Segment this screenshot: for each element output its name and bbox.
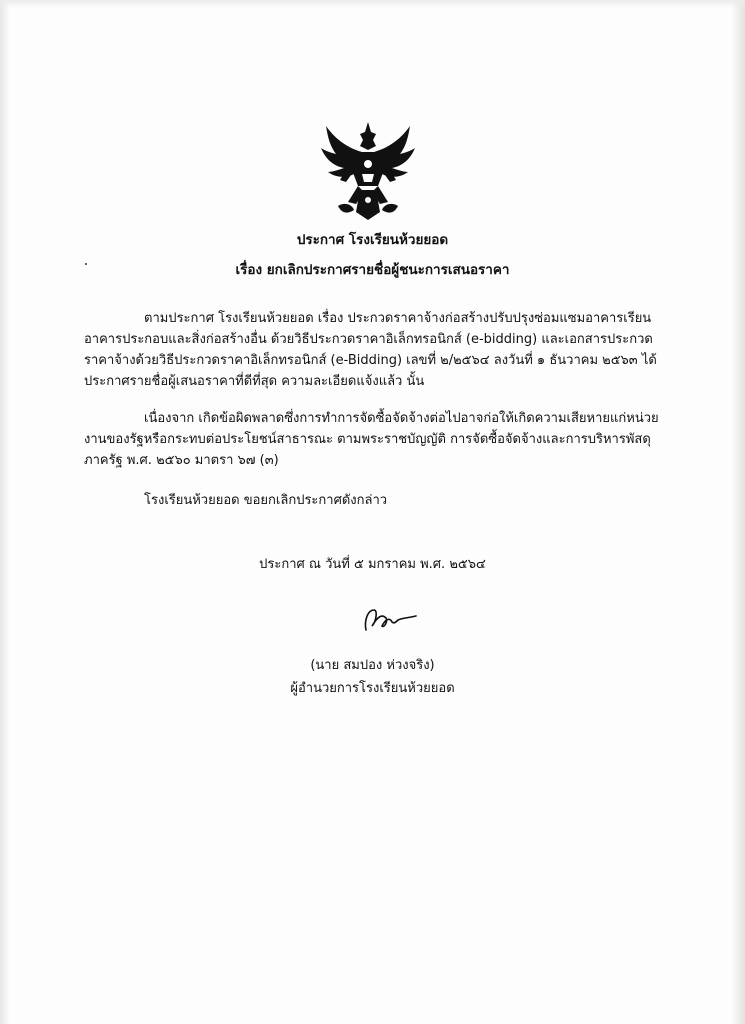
garuda-emblem-icon <box>318 120 418 222</box>
handwritten-signature <box>360 600 420 634</box>
document-heading: ประกาศ โรงเรียนห้วยยอด <box>296 232 449 248</box>
body-paragraph-1 <box>84 308 664 392</box>
body-paragraph-3: โรงเรียนห้วยยอด ขอยกเลิกประกาศดังกล่าว <box>144 493 388 508</box>
body-paragraph-2 <box>84 408 664 471</box>
page-edge-shadow-right <box>731 0 745 1024</box>
body-paragraph-1-text: ตามประกาศ โรงเรียนห้วยยอด เรื่อง ประกวดราคาจ้างก่อสร้างปรับปรุงซ่อมแซมอาคารเรียนอาคารประกอบและสิ่งก่อสร้างอื่น ด้วยวิธีประกวดราคาอิเล็กทรอนิกส์ (e-bidding) และเอกสารประกวดราคาจ้างด้วยวิธีประกวดราคาอิเล็กทรอนิกส์ (e-Bidding) เลขที่ ๒/๒๕๖๔ ลงวันที่ ๑ ธันวาคม ๒๕๖๓ ได้ประกาศรายชื่อผู้เสนอราคาที่ดีที่สุด ความละเอียดแจ้งแล้ว นั้น <box>84 311 657 389</box>
body-paragraph-2-text: เนื่องจาก เกิดข้อผิดพลาดซึ่งการทำการจัดซื้อจัดจ้างต่อไปอาจก่อให้เกิดความเสียหายแก่หน่วยงานของรัฐหรือกระทบต่อประโยชน์สาธารณะ ตามพระราชบัญญัติ การจัดซื้อจัดจ้างและการบริหารพัสดุภาครัฐ พ.ศ. ๒๕๖๐ มาตรา ๖๗ (๓) <box>84 411 659 468</box>
page-edge-shadow-top <box>0 0 745 8</box>
signer-name: (นาย สมปอง ห่วงจริง) <box>310 658 435 673</box>
announcement-date: ประกาศ ณ วันที่ ๕ มกราคม พ.ศ. ๒๕๖๔ <box>259 557 486 572</box>
signer-title: ผู้อำนวยการโรงเรียนห้วยยอด <box>290 681 455 696</box>
scan-speck <box>85 263 87 265</box>
document-subject: เรื่อง ยกเลิกประกาศรายชื่อผู้ชนะการเสนอราคา <box>235 262 510 278</box>
page-edge-shadow-left <box>0 0 10 1024</box>
